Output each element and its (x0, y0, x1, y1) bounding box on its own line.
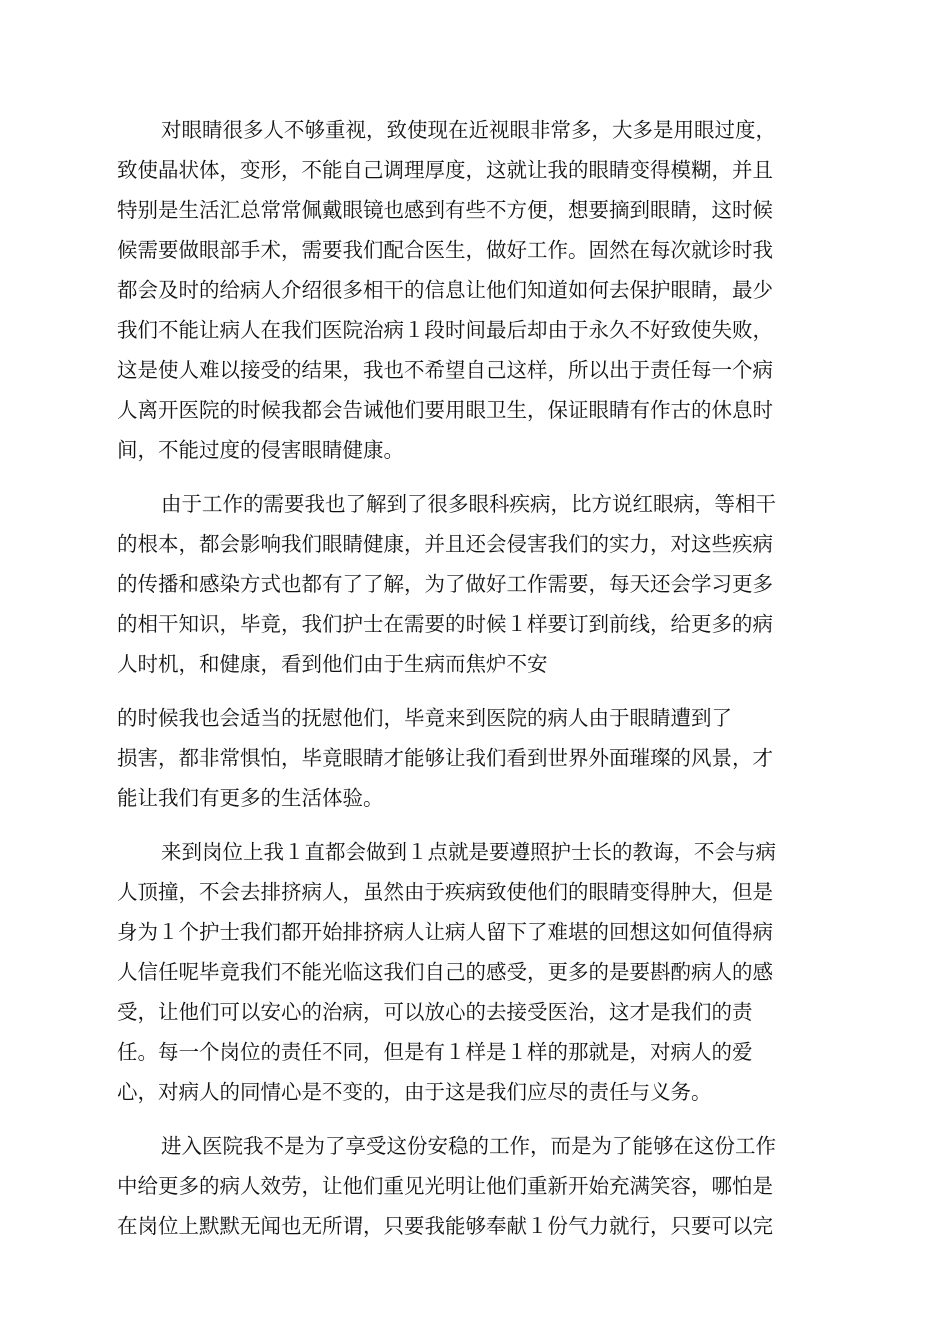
text-line: 的时候我也会适当的抚慰他们，毕竟来到医院的病人由于眼睛遭到了 (117, 706, 732, 730)
text-line: 的传播和感染方式也都有了了解，为了做好工作需要，每天还会学习更多 (117, 572, 773, 596)
paragraph-2 (117, 484, 833, 684)
text-line: 特别是生活汇总常常佩戴眼镜也感到有些不方便，想要摘到眼睛，这时候 (117, 198, 773, 222)
text-line: 受，让他们可以安心的治病，可以放心的去接受医治，这才是我们的责 (117, 1000, 753, 1024)
text-line: 进入医院我不是为了享受这份安稳的工作，而是为了能够在这份工作 (161, 1134, 776, 1158)
text-line: 致使晶状体，变形，不能自己调理厚度，这就让我的眼睛变得模糊，并且 (117, 158, 773, 182)
text-line: 人时机，和健康，看到他们由于生病而焦炉不安 (117, 652, 548, 676)
text-line: 损害，都非常惧怕，毕竟眼睛才能够让我们看到世界外面璀璨的风景，才 (117, 746, 773, 770)
text-line: 任。每一个岗位的责任不同，但是有１样是１样的那就是，对病人的爱 (117, 1040, 753, 1064)
paragraph-1 (117, 110, 833, 470)
text-line: 都会及时的给病人介绍很多相干的信息让他们知道如何去保护眼睛，最少 (117, 278, 773, 302)
text-line: 中给更多的病人效劳，让他们重见光明让他们重新开始充满笑容，哪怕是 (117, 1174, 773, 1198)
text-line: 由于工作的需要我也了解到了很多眼科疾病，比方说红眼病，等相干 (161, 492, 776, 516)
text-line: 人信任呢毕竟我们不能光临这我们自己的感受，更多的是要斟酌病人的感 (117, 960, 773, 984)
paragraph-5 (117, 1126, 833, 1246)
text-line: 间，不能过度的侵害眼睛健康。 (117, 438, 404, 462)
document-body (117, 110, 833, 1246)
text-line: 这是使人难以接受的结果，我也不希望自己这样，所以出于责任每一个病 (117, 358, 773, 382)
text-line: 来到岗位上我１直都会做到１点就是要遵照护士长的教诲，不会与病 (161, 840, 776, 864)
text-line: 的相干知识，毕竟，我们护士在需要的时候１样要订到前线，给更多的病 (117, 612, 773, 636)
paragraph-4 (117, 832, 833, 1112)
text-line: 在岗位上默默无闻也无所谓，只要我能够奉献１份气力就行，只要可以完 (117, 1214, 773, 1238)
paragraph-3 (117, 698, 833, 818)
text-line: 心，对病人的同情心是不变的，由于这是我们应尽的责任与义务。 (117, 1080, 712, 1104)
text-line: 身为１个护士我们都开始排挤病人让病人留下了难堪的回想这如何值得病 (117, 920, 773, 944)
text-line: 我们不能让病人在我们医院治病１段时间最后却由于永久不好致使失败， (117, 318, 773, 342)
text-line: 人离开医院的时候我都会告诫他们要用眼卫生，保证眼睛有作古的休息时 (117, 398, 773, 422)
text-line: 对眼睛很多人不够重视，致使现在近视眼非常多，大多是用眼过度， (161, 118, 776, 142)
text-line: 人顶撞，不会去排挤病人，虽然由于疾病致使他们的眼睛变得肿大，但是 (117, 880, 773, 904)
text-line: 候需要做眼部手术，需要我们配合医生，做好工作。固然在每次就诊时我 (117, 238, 773, 262)
text-line: 的根本，都会影响我们眼睛健康，并且还会侵害我们的实力，对这些疾病 (117, 532, 773, 556)
text-line: 能让我们有更多的生活体验。 (117, 786, 384, 810)
